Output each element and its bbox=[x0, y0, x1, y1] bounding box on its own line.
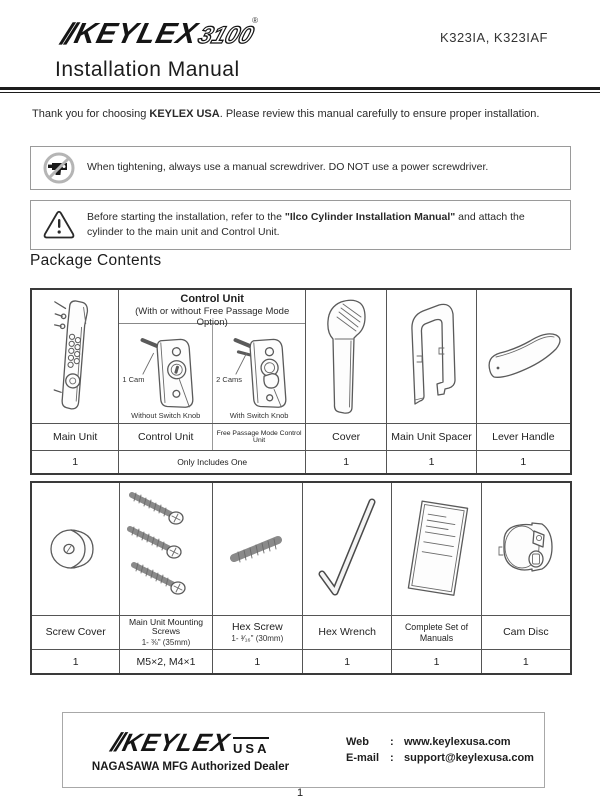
email-address: support@keylexusa.com bbox=[404, 752, 534, 764]
hex-wrench-label: Hex Wrench bbox=[303, 615, 391, 649]
cell-cover bbox=[305, 290, 386, 473]
control-unit-without-knob-illustration bbox=[119, 324, 212, 423]
email-separator: : bbox=[390, 752, 394, 764]
manuals-qty: 1 bbox=[392, 649, 480, 673]
keylex-usa-logo bbox=[107, 727, 270, 758]
free-passage-mode-control-unit-label: Free Passage Mode Control Unit bbox=[212, 424, 305, 450]
package-contents-heading: Package Contents bbox=[30, 252, 162, 269]
hex-screw-label bbox=[213, 615, 302, 649]
cell-cam-disc bbox=[481, 483, 570, 673]
screw-cover-illustration bbox=[32, 483, 119, 615]
notice-cylinder-manual bbox=[30, 200, 571, 250]
mounting-screws-name: Main Unit Mounting Screws bbox=[128, 616, 204, 637]
screw-cover-qty: 1 bbox=[32, 649, 119, 673]
cam-disc-illustration bbox=[482, 483, 570, 615]
mounting-screws-label bbox=[120, 615, 211, 649]
intro-brand-bold: KEYLEX USA bbox=[149, 108, 220, 120]
registered-trademark-symbol: ® bbox=[252, 16, 258, 25]
notice-cylinder-prefix: Before starting the installation, refer to the bbox=[87, 210, 285, 223]
hex-screw-illustration bbox=[213, 483, 302, 615]
cell-mounting-screws bbox=[119, 483, 211, 673]
page-title: Installation Manual bbox=[55, 58, 240, 81]
dealer-text: NAGASAWA MFG Authorized Dealer bbox=[91, 761, 290, 773]
cell-control-unit bbox=[118, 290, 305, 473]
warning-triangle-icon bbox=[31, 209, 87, 241]
logo-slashes: // bbox=[58, 18, 75, 51]
control-unit-subtitle: (With or without Free Passage Mode Option) bbox=[135, 306, 290, 328]
notice-manual-screwdriver bbox=[30, 146, 571, 190]
footer-logo-slashes: // bbox=[107, 727, 124, 757]
cover-illustration bbox=[306, 290, 386, 423]
notice-cylinder-manual-text bbox=[87, 210, 570, 240]
cell-hex-wrench bbox=[302, 483, 391, 673]
web-url: www.keylexusa.com bbox=[404, 736, 511, 748]
header-divider-rule bbox=[0, 87, 600, 93]
footer-dealer-box bbox=[62, 712, 545, 788]
logo-series-text: 3100 bbox=[194, 22, 257, 49]
notice-manual-screwdriver-text: When tightening, always use a manual screwdriver. DO NOT use a power screwdriver. bbox=[87, 161, 489, 174]
notice-cylinder-bold: "Ilco Cylinder Installation Manual" bbox=[284, 210, 456, 223]
screw-cover-label: Screw Cover bbox=[32, 615, 119, 649]
manuals-illustration bbox=[392, 483, 480, 615]
no-power-screwdriver-icon bbox=[31, 151, 87, 185]
cell-hex-screw bbox=[212, 483, 302, 673]
two-cams-callout: 2 Cams bbox=[216, 375, 243, 385]
hex-wrench-illustration bbox=[303, 483, 391, 615]
cell-main-unit-spacer bbox=[386, 290, 475, 473]
web-label: Web bbox=[346, 736, 370, 748]
cam-disc-label: Cam Disc bbox=[482, 615, 570, 649]
cam-disc-qty: 1 bbox=[482, 649, 570, 673]
main-unit-spacer-label: Main Unit Spacer bbox=[387, 423, 475, 450]
control-unit-label: Control Unit bbox=[138, 431, 194, 443]
hex-wrench-qty: 1 bbox=[303, 649, 391, 673]
package-table-row2 bbox=[30, 481, 572, 675]
page-number: 1 bbox=[296, 787, 304, 799]
notice-cylinder-suffix: and attach the cylinder to the main unit and Control Unit. bbox=[87, 210, 525, 238]
with-switch-knob-caption: With Switch Knob bbox=[229, 411, 289, 420]
main-unit-qty: 1 bbox=[32, 450, 118, 473]
intro-suffix: . Please review this manual carefully to ensure proper installation. bbox=[219, 108, 540, 120]
cover-qty: 1 bbox=[306, 450, 386, 473]
cell-manuals bbox=[391, 483, 480, 673]
control-unit-header bbox=[119, 290, 305, 328]
hex-screw-size: 1- ³⁄₁₆" (30mm) bbox=[231, 634, 284, 644]
mounting-screws-qty: M5×2, M4×1 bbox=[120, 649, 211, 673]
mounting-screws-illustration bbox=[120, 483, 211, 615]
main-unit-spacer-qty: 1 bbox=[387, 450, 475, 473]
package-table-row1 bbox=[30, 288, 572, 475]
intro-prefix: Thank you for choosing bbox=[32, 108, 150, 120]
main-unit-spacer-illustration bbox=[387, 290, 475, 423]
email-label: E-mail bbox=[346, 752, 380, 764]
model-codes: K323IA, K323IAF bbox=[440, 30, 548, 45]
intro-paragraph bbox=[32, 108, 572, 120]
main-unit-illustration bbox=[32, 290, 118, 423]
control-unit-title: Control Unit bbox=[180, 293, 244, 305]
without-switch-knob-caption: Without Switch Knob bbox=[131, 411, 201, 420]
cell-lever-handle bbox=[476, 290, 570, 473]
lever-handle-illustration bbox=[477, 290, 570, 423]
footer-logo-usa-text: USA bbox=[233, 737, 269, 756]
control-unit-qty: Only Includes One bbox=[119, 450, 305, 473]
one-cam-callout: 1 Cam bbox=[122, 375, 145, 385]
main-unit-label: Main Unit bbox=[32, 423, 118, 450]
lever-handle-qty: 1 bbox=[477, 450, 570, 473]
hex-screw-qty: 1 bbox=[213, 649, 302, 673]
mounting-screws-size: 1- ⅜" (35mm) bbox=[141, 638, 191, 648]
cell-main-unit bbox=[32, 290, 118, 473]
footer-logo-brand-text: KEYLEX bbox=[119, 729, 233, 757]
manuals-label: Complete Set of Manuals bbox=[392, 615, 480, 649]
cell-screw-cover bbox=[32, 483, 119, 673]
lever-handle-label: Lever Handle bbox=[477, 423, 570, 450]
web-contact-row bbox=[346, 736, 544, 748]
cover-label: Cover bbox=[306, 423, 386, 450]
control-unit-with-knob-illustration bbox=[212, 324, 305, 423]
hex-screw-name: Hex Screw bbox=[231, 621, 283, 634]
web-separator: : bbox=[390, 736, 394, 748]
email-contact-row bbox=[346, 752, 544, 764]
logo-brand-text: KEYLEX bbox=[70, 18, 201, 50]
keylex-3100-logo bbox=[58, 16, 258, 52]
